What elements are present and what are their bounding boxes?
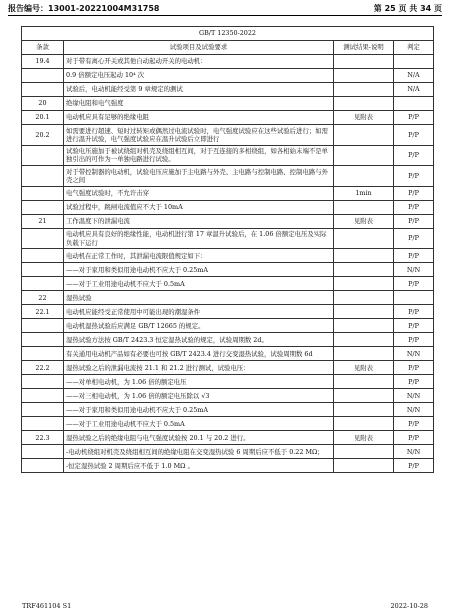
requirement-cell: -恒定湿热试验 2 周期后应不低于 1.0 MΩ 。 [64, 459, 334, 473]
table-row [22, 375, 434, 389]
result-cell: 见附表 [334, 361, 394, 375]
result-cell: 见附表 [334, 111, 394, 125]
clause-cell [22, 83, 64, 97]
result-cell: 见附表 [334, 214, 394, 228]
issue-date: 2022-10-28 [390, 602, 428, 610]
table-row [22, 445, 434, 459]
verdict-cell: P/P [394, 333, 434, 347]
table-row [22, 111, 434, 125]
clause-cell [22, 459, 64, 473]
header-rule [8, 15, 442, 16]
verdict-cell: P/P [394, 200, 434, 214]
column-header-verdict: 判定 [394, 41, 434, 55]
result-cell [334, 347, 394, 361]
standard-title: GB/T 12350-2022 [22, 27, 434, 41]
verdict-cell: P/P [394, 249, 434, 263]
clause-cell [22, 69, 64, 83]
requirement-cell: ——对于工业用途电动机不应大于 0.5mA [64, 277, 334, 291]
clause-cell [22, 347, 64, 361]
requirement-cell: 电动机在正常工作时，其泄漏电流限值规定如下： [64, 249, 334, 263]
clause-cell: 20.1 [22, 111, 64, 125]
requirement-cell: 对于带有离心开关或其他自动起动开关的电动机： [64, 55, 334, 69]
clause-cell [22, 403, 64, 417]
clause-cell [22, 389, 64, 403]
clause-cell [22, 417, 64, 431]
table-row [22, 361, 434, 375]
requirement-cell: 有关通用电动机产品如有必要也可按 GB/T 2423.4 进行交变湿热试验，试验周期数 6d [64, 347, 334, 361]
table-row [22, 214, 434, 228]
requirement-cell: -电动机绕组对机壳及绕组相互间的绝缘电阻在交变湿热试验 6 周期后应不低于 0.22 MΩ； [64, 445, 334, 459]
clause-cell: 22.1 [22, 305, 64, 319]
result-cell [334, 403, 394, 417]
clause-cell [22, 166, 64, 187]
column-header-clause: 条款 [22, 41, 64, 55]
table-row [22, 347, 434, 361]
table-body [22, 55, 434, 473]
table-row [22, 417, 434, 431]
result-cell [334, 200, 394, 214]
column-header-requirement: 试验项目及试验要求 [64, 41, 334, 55]
verdict-cell: N/N [394, 347, 434, 361]
verdict-cell: P/P [394, 431, 434, 445]
table-row [22, 389, 434, 403]
clause-cell [22, 375, 64, 389]
column-header-result: 测试结果-说明 [334, 41, 394, 55]
requirement-cell: 绝缘电阻和电气强度 [64, 97, 334, 111]
requirement-cell: 电动机应能经受正常使用中可能出现的潮湿条件 [64, 305, 334, 319]
clause-cell [22, 249, 64, 263]
clause-cell [22, 186, 64, 200]
result-cell [334, 145, 394, 166]
requirement-cell: 湿热试验之后的泄漏电流按 21.1 和 21.2 进行测试，试验电压： [64, 361, 334, 375]
requirement-cell: ——对单相电动机，为 1.06 倍的额定电压 [64, 375, 334, 389]
table-row [22, 263, 434, 277]
verdict-cell: N/N [394, 263, 434, 277]
result-cell [334, 263, 394, 277]
table-row [22, 319, 434, 333]
verdict-cell [394, 291, 434, 305]
form-number: TRF461104 S1 [22, 602, 72, 610]
clause-cell: 20.2 [22, 125, 64, 146]
table-row [22, 97, 434, 111]
verdict-cell: P/P [394, 459, 434, 473]
verdict-cell [394, 97, 434, 111]
verdict-cell [394, 55, 434, 69]
result-cell [334, 83, 394, 97]
requirement-cell: ——对于家用和类似用途电动机不应大于 0.25mA [64, 403, 334, 417]
clause-cell [22, 445, 64, 459]
requirement-cell: ——对三相电动机，为 1.06 倍的额定电压除以 √3 [64, 389, 334, 403]
verdict-cell: P/P [394, 277, 434, 291]
verdict-cell: P/P [394, 305, 434, 319]
verdict-cell: P/P [394, 145, 434, 166]
clause-cell [22, 333, 64, 347]
verdict-cell: P/P [394, 125, 434, 146]
result-cell [334, 97, 394, 111]
table-row [22, 125, 434, 146]
table-row [22, 145, 434, 166]
clause-cell: 19.4 [22, 55, 64, 69]
report-number: 报告编号：13001-20221004M31758 [8, 4, 160, 13]
requirement-cell: ——对于工业用途电动机不应大于 0.5mA [64, 417, 334, 431]
table-row [22, 249, 434, 263]
clause-cell [22, 319, 64, 333]
requirement-cell: 试验过程中，跳闸电流值应不大于 10mA [64, 200, 334, 214]
result-cell [334, 305, 394, 319]
result-cell [334, 166, 394, 187]
verdict-cell: P/P [394, 375, 434, 389]
result-cell [334, 417, 394, 431]
table-row [22, 305, 434, 319]
requirement-cell: ——对于家用和类似用途电动机不应大于 0.25mA [64, 263, 334, 277]
table-row [22, 200, 434, 214]
requirement-cell: 电动机应具有足够的绝缘电阻 [64, 111, 334, 125]
verdict-cell: P/P [394, 166, 434, 187]
verdict-cell: N/A [394, 69, 434, 83]
result-cell [334, 375, 394, 389]
requirement-cell: 工作温度下的泄漏电流 [64, 214, 334, 228]
table-row [22, 333, 434, 347]
requirement-cell: 湿热试验 [64, 291, 334, 305]
result-cell [334, 55, 394, 69]
page-number: 第 25 页 共 34 页 [373, 4, 442, 13]
page-header [8, 3, 442, 15]
table-row [22, 69, 434, 83]
result-cell: 见附表 [334, 431, 394, 445]
verdict-cell: P/P [394, 186, 434, 200]
clause-cell: 22 [22, 291, 64, 305]
result-cell: 1min [334, 186, 394, 200]
verdict-cell: P/P [394, 361, 434, 375]
requirement-cell: 对于带控制器的电动机，试验电压应施加于主电路与外壳、主电路与控制电路、控制电路与外壳之间 [64, 166, 334, 187]
result-cell [334, 125, 394, 146]
verdict-cell: N/N [394, 389, 434, 403]
table-row [22, 403, 434, 417]
verdict-cell: P/P [394, 319, 434, 333]
clause-cell [22, 145, 64, 166]
result-cell [334, 291, 394, 305]
verdict-cell: N/A [394, 83, 434, 97]
clause-cell [22, 277, 64, 291]
table-row [22, 55, 434, 69]
requirement-cell: 如需要进行超速、短时过转矩或偶然过电流试验时，电气强度试验应在这些试验后进行；如需进行温升试验，电气强度试验应在温升试验后立即进行 [64, 125, 334, 146]
result-cell [334, 277, 394, 291]
table-row [22, 459, 434, 473]
result-cell [334, 249, 394, 263]
clause-cell [22, 263, 64, 277]
result-cell [334, 69, 394, 83]
result-cell [334, 228, 394, 249]
table-row [22, 83, 434, 97]
clause-cell [22, 228, 64, 249]
requirement-cell: 电动机应具有良好的绝缘性能，电动机进行第 17 章温升试验后，在 1.06 倍额定电压及实际负载下运行 [64, 228, 334, 249]
requirement-cell: 试验后，电动机能经受第 9 章规定的测试 [64, 83, 334, 97]
table-row [22, 431, 434, 445]
result-cell [334, 389, 394, 403]
verdict-cell: P/P [394, 417, 434, 431]
clause-cell: 21 [22, 214, 64, 228]
requirement-cell: 0.9 倍额定电压起动 10⁴ 次 [64, 69, 334, 83]
clause-cell [22, 200, 64, 214]
table-row [22, 166, 434, 187]
table-row [22, 186, 434, 200]
table-row [22, 277, 434, 291]
requirement-cell: 电气强度试验时，不允许击穿 [64, 186, 334, 200]
verdict-cell: N/N [394, 403, 434, 417]
verdict-cell: P/P [394, 214, 434, 228]
requirement-cell: 湿热试验方法按 GB/T 2423.3 恒定湿热试验的规定，试验周期数 2d。 [64, 333, 334, 347]
requirement-cell: 湿热试验之后的绝缘电阻与电气强度试验按 20.1 与 20.2 进行。 [64, 431, 334, 445]
result-cell [334, 445, 394, 459]
requirement-cell: 电动机湿热试验后应满足 GB/T 12665 的规定。 [64, 319, 334, 333]
table-row [22, 228, 434, 249]
clause-cell: 22.2 [22, 361, 64, 375]
verdict-cell: P/P [394, 228, 434, 249]
test-results-table [21, 26, 434, 473]
clause-cell: 20 [22, 97, 64, 111]
verdict-cell: N/N [394, 445, 434, 459]
requirement-cell: 试验电压施加于被试绕组对机壳及绕组相互间，对于互连接的多相绕组，如各相始末端不是单独引出的可作为一单独电路进行试验。 [64, 145, 334, 166]
result-cell [334, 459, 394, 473]
result-cell [334, 333, 394, 347]
clause-cell: 22.3 [22, 431, 64, 445]
result-cell [334, 319, 394, 333]
table-row [22, 291, 434, 305]
verdict-cell: P/P [394, 111, 434, 125]
